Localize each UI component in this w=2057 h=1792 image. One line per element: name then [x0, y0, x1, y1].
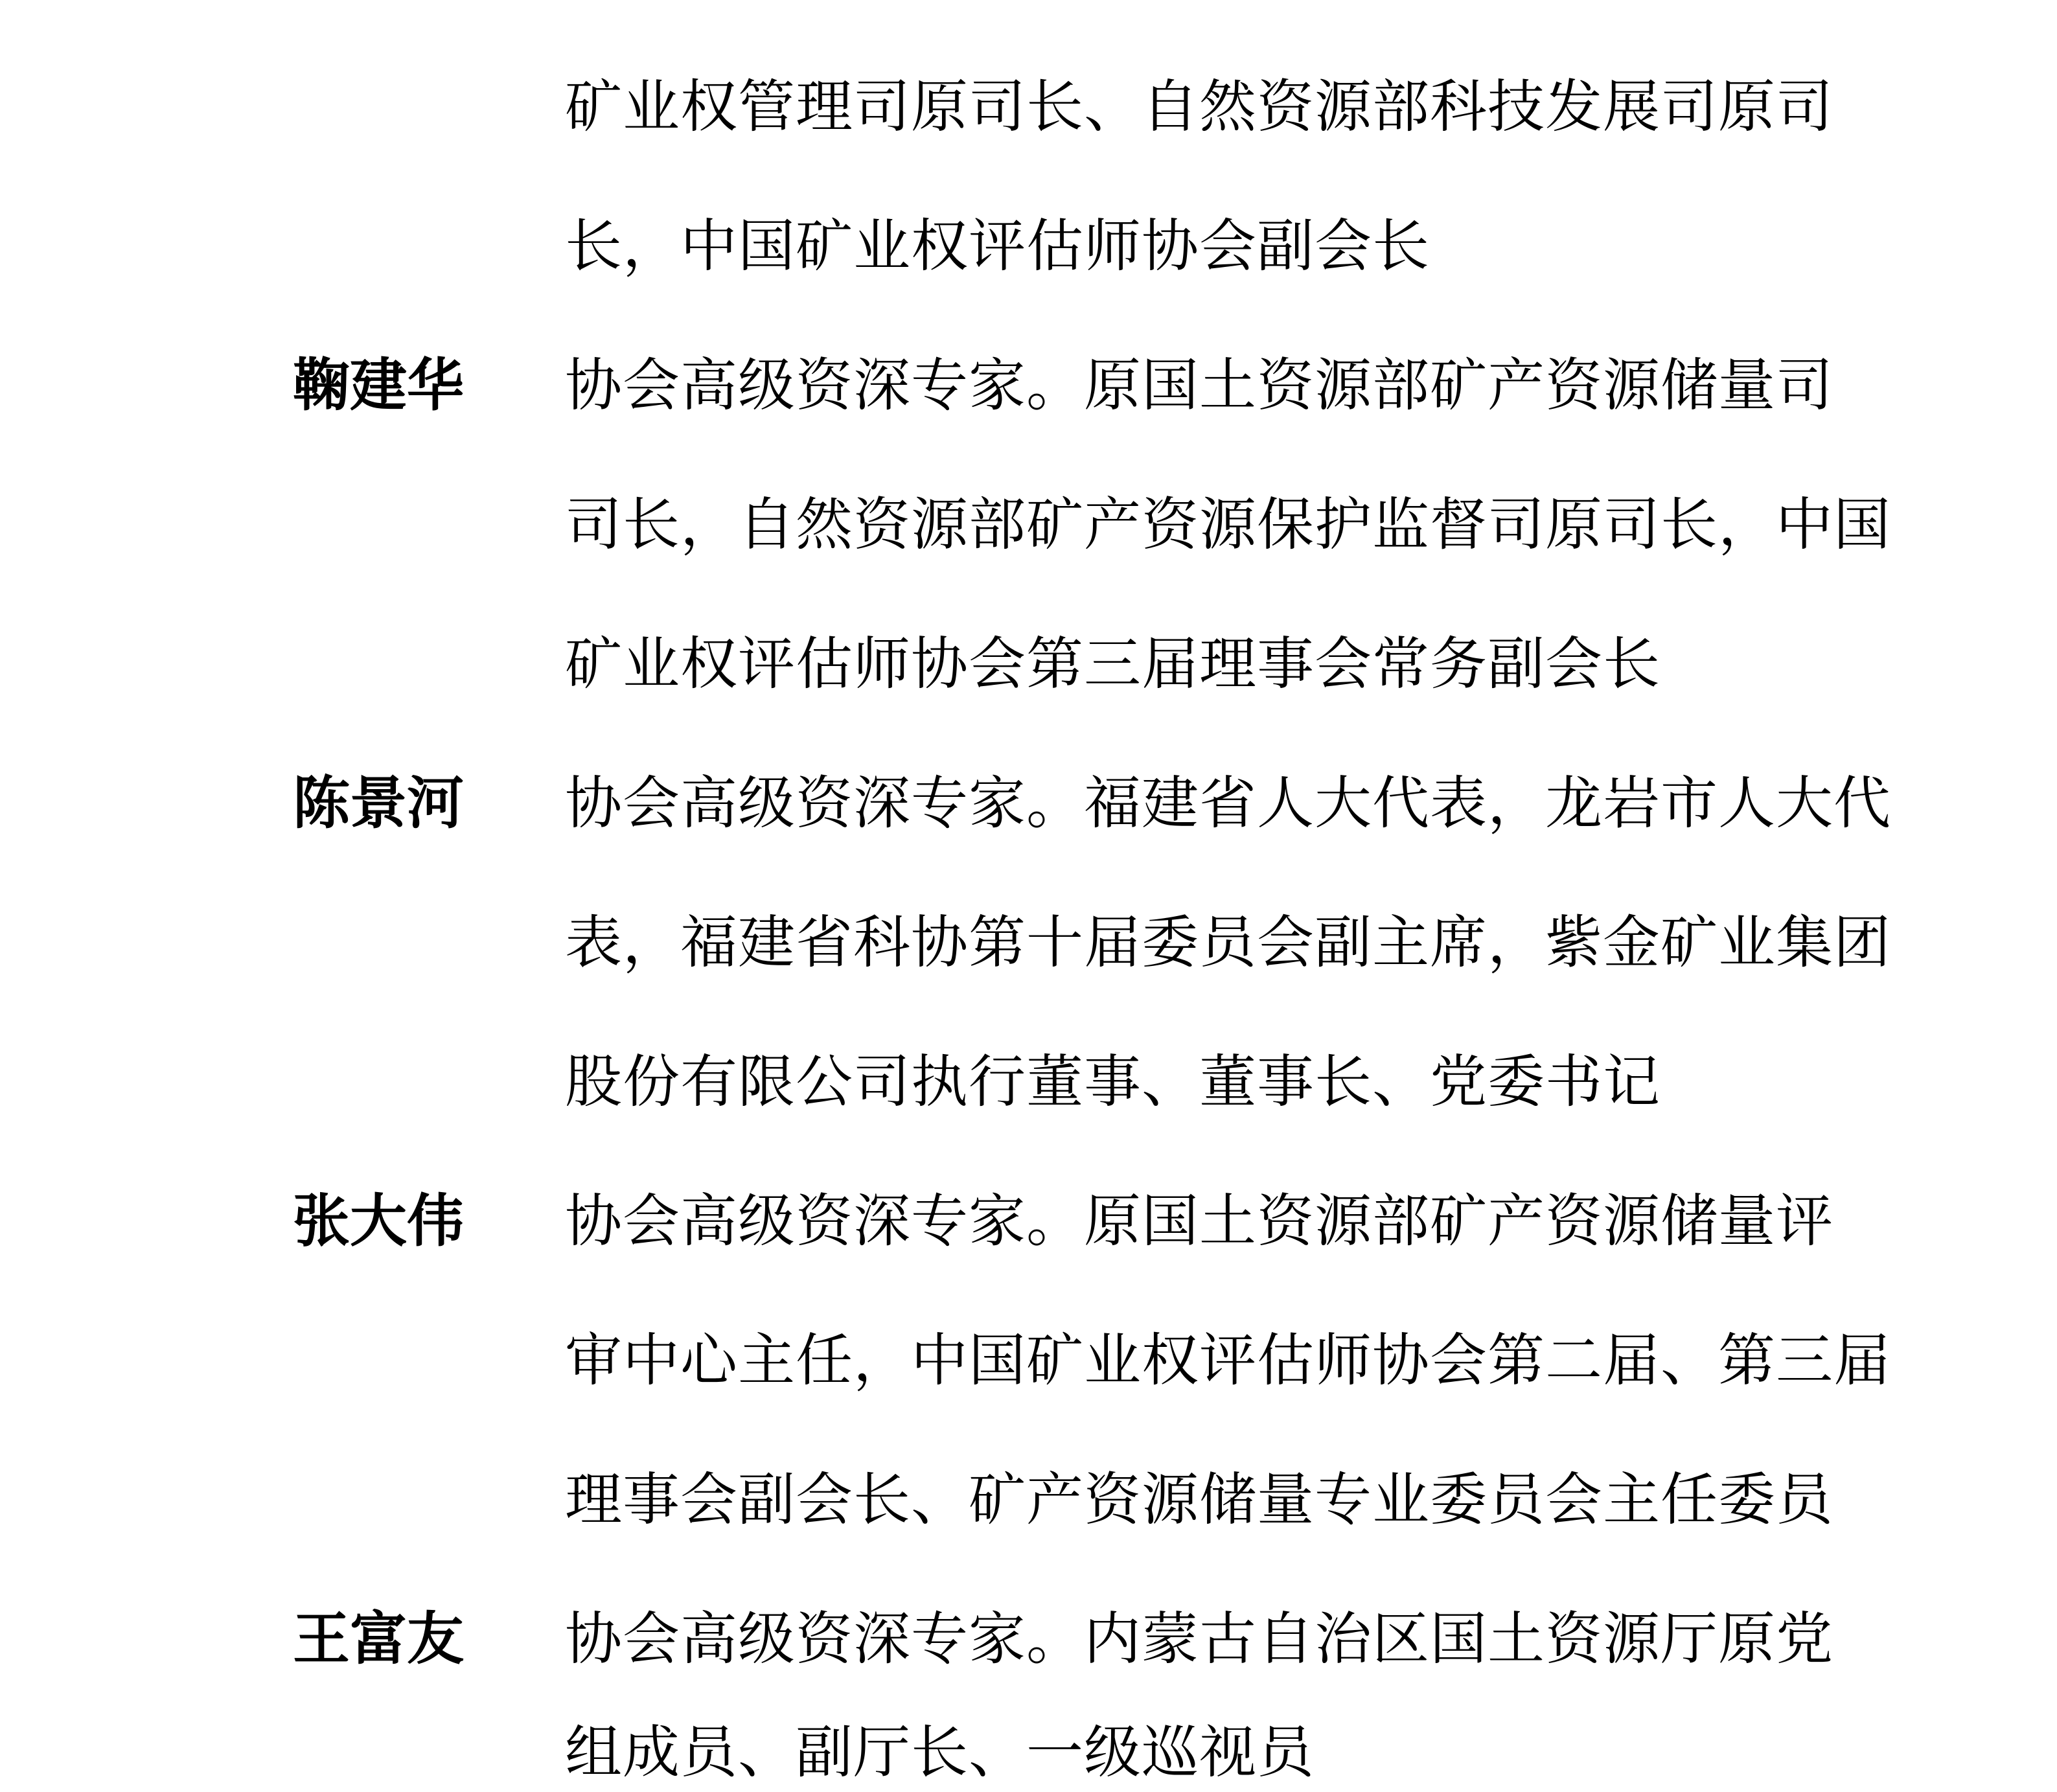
- continuation-line-1: 矿业权管理司原司长、自然资源部科技发展司原司: [565, 73, 1834, 140]
- entry-name-wang-fuyou: 王富友: [293, 1605, 465, 1672]
- entry-2-line-3: 股份有限公司执行董事、董事长、党委书记: [565, 1048, 1661, 1115]
- entry-4-line-1: 协会高级资深专家。内蒙古自治区国土资源厅原党: [565, 1605, 1834, 1672]
- entry-4-line-2: 组成员、副厅长、一级巡视员: [565, 1719, 1315, 1786]
- entry-2-line-2: 表，福建省科协第十届委员会副主席，紫金矿业集团: [565, 909, 1892, 976]
- entry-name-ju-jianhua: 鞠建华: [293, 352, 465, 419]
- entry-1-line-2: 司长，自然资源部矿产资源保护监督司原司长，中国: [565, 491, 1892, 558]
- entry-3-line-2: 审中心主任，中国矿业权评估师协会第二届、第三届: [565, 1327, 1892, 1394]
- entry-3-line-3: 理事会副会长、矿产资源储量专业委员会主任委员: [565, 1466, 1834, 1533]
- entry-1-line-3: 矿业权评估师协会第三届理事会常务副会长: [565, 630, 1661, 697]
- entry-name-zhang-dawei: 张大伟: [293, 1188, 465, 1254]
- entry-1-line-1: 协会高级资深专家。原国土资源部矿产资源储量司: [565, 352, 1834, 419]
- entry-2-line-1: 协会高级资深专家。福建省人大代表，龙岩市人大代: [565, 770, 1892, 836]
- continuation-line-2: 长，中国矿业权评估师协会副会长: [565, 213, 1431, 279]
- entry-name-chen-jinghe: 陈景河: [293, 770, 465, 836]
- entry-3-line-1: 协会高级资深专家。原国土资源部矿产资源储量评: [565, 1188, 1834, 1254]
